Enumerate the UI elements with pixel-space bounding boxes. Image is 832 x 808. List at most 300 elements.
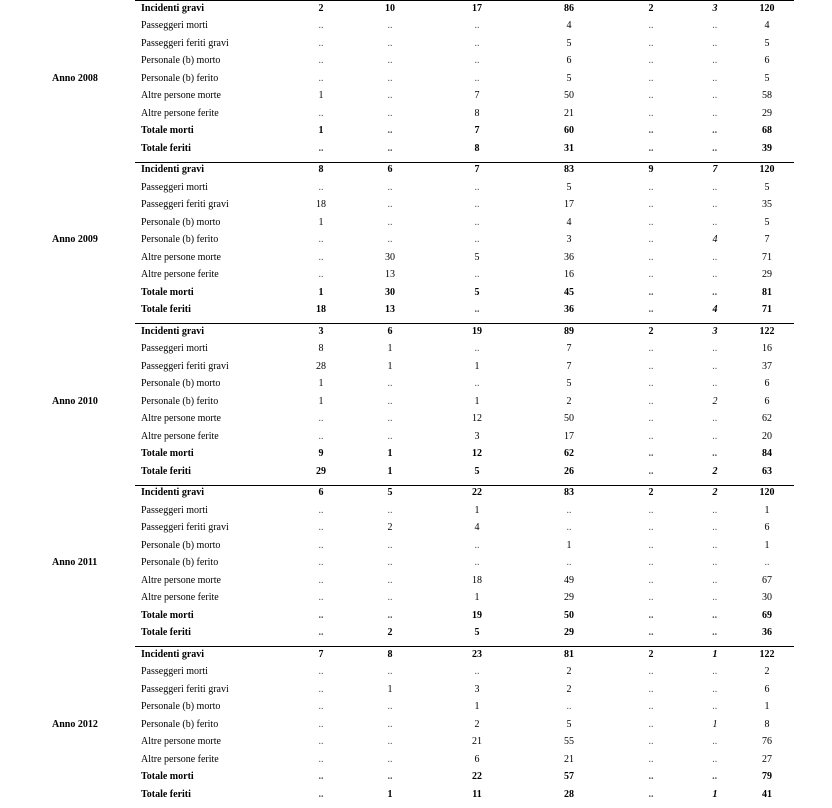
table-cell: .. — [648, 90, 654, 101]
table-row — [0, 123, 832, 141]
table-cell: .. — [474, 72, 480, 84]
table-cell: .. — [712, 216, 718, 228]
table-cell: 29 — [564, 592, 574, 603]
table-cell: .. — [712, 343, 718, 354]
table-cell: .. — [474, 666, 480, 677]
row-label: Personale (b) ferito — [141, 557, 219, 568]
table-cell: .. — [387, 199, 393, 210]
table-cell: 31 — [564, 142, 574, 154]
table-cell: 6 — [764, 522, 770, 533]
table-cell: 29 — [316, 465, 326, 477]
table-cell: .. — [648, 181, 654, 193]
row-label: Personale (b) morto — [141, 539, 221, 551]
row-label: Passeggeri feriti gravi — [141, 199, 229, 210]
table-cell: .. — [648, 395, 654, 407]
table-cell: .. — [648, 55, 654, 66]
table-cell: 4 — [566, 216, 572, 228]
table-cell: 71 — [762, 304, 772, 315]
table-cell: .. — [474, 557, 480, 568]
table-cell: .. — [387, 181, 393, 193]
table-cell: .. — [318, 72, 324, 84]
year-block — [0, 323, 832, 485]
row-label: Incidenti gravi — [141, 648, 205, 660]
table-cell: .. — [712, 181, 718, 193]
table-cell: 1 — [474, 592, 480, 603]
table-cell: 83 — [564, 164, 574, 175]
table-cell: 1 — [318, 395, 324, 407]
row-label: Altre persone ferite — [141, 430, 219, 442]
table-cell: .. — [648, 142, 654, 154]
table-cell: 62 — [762, 413, 772, 424]
year-block — [0, 485, 832, 647]
table-cell: 60 — [564, 125, 574, 136]
table-cell: 83 — [564, 487, 574, 498]
table-cell: 13 — [385, 304, 395, 315]
row-label: Passeggeri feriti gravi — [141, 522, 229, 533]
table-cell: 2 — [566, 395, 572, 407]
table-cell: .. — [648, 504, 654, 516]
table-cell: .. — [474, 216, 480, 228]
table-cell: 39 — [762, 142, 772, 154]
table-cell: 3 — [712, 2, 718, 14]
table-cell: .. — [318, 251, 324, 263]
table-row — [0, 71, 832, 89]
table-cell: .. — [474, 234, 480, 245]
table-cell: 9 — [318, 448, 324, 459]
table-cell: .. — [712, 771, 718, 782]
table-row — [0, 699, 832, 717]
row-label: Personale (b) morto — [141, 55, 221, 66]
table-cell: 29 — [762, 269, 772, 280]
table-cell: .. — [474, 304, 480, 315]
row-label: Altre persone ferite — [141, 107, 219, 119]
table-cell: 4 — [764, 20, 770, 31]
row-label: Passeggeri morti — [141, 504, 208, 516]
table-cell: 1 — [474, 360, 480, 372]
table-cell: .. — [318, 771, 324, 782]
row-label: Passeggeri morti — [141, 20, 208, 31]
table-cell: 12 — [472, 413, 482, 424]
row-label: Totale feriti — [141, 465, 191, 477]
table-cell: 2 — [648, 487, 654, 498]
row-label: Personale (b) ferito — [141, 395, 219, 407]
table-cell: 120 — [759, 2, 775, 14]
table-cell: .. — [318, 269, 324, 280]
table-cell: 5 — [474, 465, 480, 477]
table-cell: 29 — [564, 627, 574, 638]
table-cell: .. — [566, 701, 572, 712]
table-cell: 3 — [318, 325, 324, 337]
table-row — [0, 625, 832, 643]
table-row — [0, 18, 832, 36]
table-cell: .. — [474, 181, 480, 193]
table-cell: 5 — [566, 718, 572, 730]
table-cell: .. — [566, 504, 572, 516]
table-cell: 7 — [566, 343, 572, 354]
table-row — [0, 446, 832, 464]
row-label: Altre persone ferite — [141, 269, 219, 280]
table-cell: 5 — [764, 181, 770, 193]
row-label: Totale feriti — [141, 627, 191, 638]
table-cell: 5 — [474, 251, 480, 263]
table-cell: 2 — [648, 2, 654, 14]
row-label: Passeggeri feriti gravi — [141, 683, 229, 695]
table-cell: .. — [712, 504, 718, 516]
row-label: Altre persone morte — [141, 251, 221, 263]
table-row — [0, 197, 832, 215]
table-cell: 36 — [564, 304, 574, 315]
table-cell: .. — [387, 609, 393, 621]
table-row — [0, 53, 832, 71]
table-row — [0, 573, 832, 591]
table-cell: .. — [318, 430, 324, 442]
table-cell: .. — [387, 395, 393, 407]
table-cell: 5 — [764, 216, 770, 228]
table-cell: .. — [387, 55, 393, 66]
row-label: Altre persone ferite — [141, 592, 219, 603]
table-cell: 2 — [648, 325, 654, 337]
table-row — [0, 590, 832, 608]
table-cell: .. — [648, 771, 654, 782]
table-cell: 18 — [472, 574, 482, 586]
table-cell: 30 — [385, 286, 395, 298]
table-row — [0, 752, 832, 770]
table-cell: .. — [712, 413, 718, 424]
table-cell: 17 — [564, 430, 574, 442]
table-cell: 26 — [564, 465, 574, 477]
table-cell: 76 — [762, 736, 772, 747]
table-cell: .. — [648, 465, 654, 477]
table-cell: 3 — [474, 683, 480, 695]
table-cell: .. — [387, 413, 393, 424]
table-cell: .. — [648, 522, 654, 533]
table-cell: .. — [318, 627, 324, 638]
table-cell: .. — [712, 522, 718, 533]
table-row — [0, 555, 832, 573]
table-cell: .. — [387, 718, 393, 730]
table-cell: 2 — [566, 666, 572, 677]
table-cell: 6 — [764, 683, 770, 695]
table-cell: 19 — [472, 609, 482, 621]
table-cell: .. — [318, 142, 324, 154]
row-label: Personale (b) ferito — [141, 234, 219, 245]
table-row — [0, 647, 832, 665]
table-cell: 37 — [762, 360, 772, 372]
table-cell: .. — [648, 683, 654, 695]
table-cell: 84 — [762, 448, 772, 459]
table-cell: .. — [648, 234, 654, 245]
row-label: Passeggeri morti — [141, 666, 208, 677]
table-row — [0, 88, 832, 106]
table-cell: 1 — [318, 378, 324, 389]
table-cell: .. — [648, 788, 654, 800]
table-cell: 3 — [474, 430, 480, 442]
table-cell: .. — [648, 216, 654, 228]
table-cell: .. — [318, 37, 324, 49]
table-cell: 5 — [474, 627, 480, 638]
row-label: Altre persone ferite — [141, 753, 219, 765]
row-label: Passeggeri feriti gravi — [141, 37, 229, 49]
table-cell: .. — [712, 199, 718, 210]
table-cell: 1 — [764, 701, 770, 712]
table-cell: .. — [648, 72, 654, 84]
table-row — [0, 787, 832, 805]
row-label: Totale morti — [141, 286, 194, 298]
row-label: Totale morti — [141, 448, 194, 459]
table-row — [0, 394, 832, 412]
table-cell: .. — [474, 37, 480, 49]
table-cell: 1 — [712, 788, 718, 800]
table-cell: 58 — [762, 90, 772, 101]
row-label: Totale feriti — [141, 304, 191, 315]
table-cell: 5 — [566, 378, 572, 389]
table-cell: .. — [474, 343, 480, 354]
table-cell: 8 — [318, 343, 324, 354]
table-cell: 120 — [759, 164, 775, 175]
table-row — [0, 359, 832, 377]
row-label: Personale (b) ferito — [141, 718, 219, 730]
table-cell: 21 — [564, 753, 574, 765]
table-cell: .. — [648, 666, 654, 677]
table-cell: .. — [712, 736, 718, 747]
table-cell: 7 — [474, 90, 480, 101]
table-cell: .. — [712, 107, 718, 119]
table-cell: 5 — [566, 37, 572, 49]
table-cell: .. — [318, 234, 324, 245]
table-cell: 2 — [648, 648, 654, 660]
table-cell: .. — [318, 107, 324, 119]
row-label: Incidenti gravi — [141, 2, 205, 14]
table-cell: .. — [318, 522, 324, 533]
table-cell: 67 — [762, 574, 772, 586]
table-cell: 81 — [564, 648, 574, 660]
table-cell: .. — [712, 592, 718, 603]
table-cell: 6 — [764, 55, 770, 66]
table-cell: .. — [712, 557, 718, 568]
table-cell: 68 — [762, 125, 772, 136]
table-row — [0, 520, 832, 538]
table-cell: .. — [712, 269, 718, 280]
table-cell: .. — [318, 539, 324, 551]
table-cell: .. — [318, 718, 324, 730]
table-cell: .. — [318, 504, 324, 516]
table-cell: 62 — [564, 448, 574, 459]
table-cell: .. — [387, 736, 393, 747]
row-label: Totale morti — [141, 125, 194, 136]
table-cell: 23 — [472, 648, 482, 660]
table-row — [0, 717, 832, 735]
table-cell: .. — [318, 753, 324, 765]
table-row — [0, 106, 832, 124]
table-cell: 30 — [385, 251, 395, 263]
table-cell: 1 — [712, 648, 718, 660]
table-cell: 27 — [762, 753, 772, 765]
table-cell: .. — [474, 378, 480, 389]
table-cell: 9 — [648, 164, 654, 175]
table-cell: .. — [712, 90, 718, 101]
table-cell: 6 — [387, 325, 393, 337]
table-cell: 122 — [759, 648, 775, 660]
table-row — [0, 302, 832, 320]
table-cell: .. — [648, 343, 654, 354]
table-cell: 7 — [712, 164, 718, 175]
table-cell: 22 — [472, 487, 482, 498]
table-row — [0, 162, 832, 180]
table-cell: 35 — [762, 199, 772, 210]
table-row — [0, 664, 832, 682]
table-cell: .. — [712, 378, 718, 389]
table-cell: .. — [387, 753, 393, 765]
table-cell: .. — [387, 666, 393, 677]
table-cell: .. — [387, 557, 393, 568]
table-cell: 1 — [712, 718, 718, 730]
table-row — [0, 267, 832, 285]
table-cell: 6 — [387, 164, 393, 175]
table-cell: .. — [648, 107, 654, 119]
table-cell: .. — [712, 701, 718, 712]
table-cell: 3 — [712, 325, 718, 337]
table-cell: .. — [474, 199, 480, 210]
table-row — [0, 769, 832, 787]
table-cell: 63 — [762, 465, 772, 477]
table-row — [0, 232, 832, 250]
table-cell: .. — [318, 181, 324, 193]
table-cell: .. — [387, 592, 393, 603]
table-cell: 41 — [762, 788, 772, 800]
table-cell: 8 — [318, 164, 324, 175]
table-cell: 79 — [762, 771, 772, 782]
table-cell: 6 — [764, 378, 770, 389]
year-block — [0, 162, 832, 324]
table-cell: 6 — [566, 55, 572, 66]
table-row — [0, 734, 832, 752]
table-cell: 2 — [712, 465, 718, 477]
table-cell: .. — [318, 55, 324, 66]
table-row — [0, 682, 832, 700]
table-cell: .. — [474, 539, 480, 551]
table-cell: .. — [387, 90, 393, 101]
table-row — [0, 1, 832, 19]
table-cell: .. — [387, 20, 393, 31]
table-cell: .. — [387, 234, 393, 245]
table-cell: 1 — [387, 465, 393, 477]
table-cell: 2 — [387, 627, 393, 638]
table-cell: 1 — [474, 504, 480, 516]
table-cell: 5 — [764, 37, 770, 49]
table-cell: .. — [318, 666, 324, 677]
table-cell: .. — [566, 557, 572, 568]
row-label: Totale feriti — [141, 142, 191, 154]
table-cell: .. — [648, 627, 654, 638]
table-cell: 5 — [474, 286, 480, 298]
row-label: Altre persone morte — [141, 413, 221, 424]
table-cell: .. — [648, 251, 654, 263]
table-row — [0, 376, 832, 394]
row-label: Totale morti — [141, 609, 194, 621]
table-cell: 8 — [474, 107, 480, 119]
table-cell: .. — [648, 557, 654, 568]
table-cell: 30 — [762, 592, 772, 603]
table-cell: .. — [648, 609, 654, 621]
table-cell: 28 — [564, 788, 574, 800]
table-cell: 28 — [316, 360, 326, 372]
year-label: Anno 2010 — [52, 395, 98, 407]
table-cell: 7 — [566, 360, 572, 372]
table-cell: 8 — [474, 142, 480, 154]
year-block — [0, 646, 832, 808]
year-label: Anno 2009 — [52, 234, 98, 245]
table-cell: 5 — [764, 72, 770, 84]
table-cell: 1 — [318, 216, 324, 228]
table-cell: .. — [648, 304, 654, 315]
table-cell: 36 — [762, 627, 772, 638]
table-cell: 1 — [318, 125, 324, 136]
table-cell: .. — [474, 20, 480, 31]
table-cell: .. — [712, 251, 718, 263]
table-cell: 4 — [712, 234, 718, 245]
table-cell: .. — [387, 107, 393, 119]
table-cell: 7 — [474, 164, 480, 175]
table-cell: .. — [648, 539, 654, 551]
table-cell: .. — [648, 199, 654, 210]
table-cell: .. — [712, 55, 718, 66]
row-label: Passeggeri morti — [141, 343, 208, 354]
table-cell: 6 — [764, 395, 770, 407]
table-cell: .. — [648, 448, 654, 459]
row-label: Incidenti gravi — [141, 487, 205, 498]
table-cell: 2 — [387, 522, 393, 533]
table-cell: 89 — [564, 325, 574, 337]
table-cell: .. — [387, 37, 393, 49]
table-cell: 49 — [564, 574, 574, 586]
table-cell: 1 — [764, 539, 770, 551]
table-cell: .. — [648, 20, 654, 31]
table-cell: .. — [648, 701, 654, 712]
table-cell: 5 — [566, 181, 572, 193]
year-block — [0, 0, 832, 162]
table-cell: .. — [712, 627, 718, 638]
table-cell: 18 — [316, 304, 326, 315]
table-cell: .. — [318, 413, 324, 424]
table-cell: .. — [387, 504, 393, 516]
table-cell: 122 — [759, 325, 775, 337]
table-cell: .. — [648, 753, 654, 765]
table-row — [0, 411, 832, 429]
table-cell: 18 — [316, 199, 326, 210]
table-cell: 1 — [474, 395, 480, 407]
table-cell: 2 — [712, 487, 718, 498]
table-cell: 57 — [564, 771, 574, 782]
table-cell: .. — [712, 20, 718, 31]
table-row — [0, 503, 832, 521]
table-cell: 7 — [474, 125, 480, 136]
table-cell: .. — [712, 37, 718, 49]
table-cell: .. — [712, 72, 718, 84]
row-label: Personale (b) morto — [141, 701, 221, 712]
table-cell: 4 — [712, 304, 718, 315]
table-cell: .. — [387, 125, 393, 136]
table-cell: 1 — [387, 448, 393, 459]
table-cell: 17 — [564, 199, 574, 210]
table-cell: 1 — [387, 360, 393, 372]
year-label: Anno 2008 — [52, 72, 98, 84]
table-cell: .. — [648, 378, 654, 389]
row-label: Altre persone morte — [141, 574, 221, 586]
table-cell: .. — [318, 20, 324, 31]
year-label: Anno 2011 — [52, 557, 98, 568]
row-label: Altre persone morte — [141, 736, 221, 747]
table-cell: 81 — [762, 286, 772, 298]
